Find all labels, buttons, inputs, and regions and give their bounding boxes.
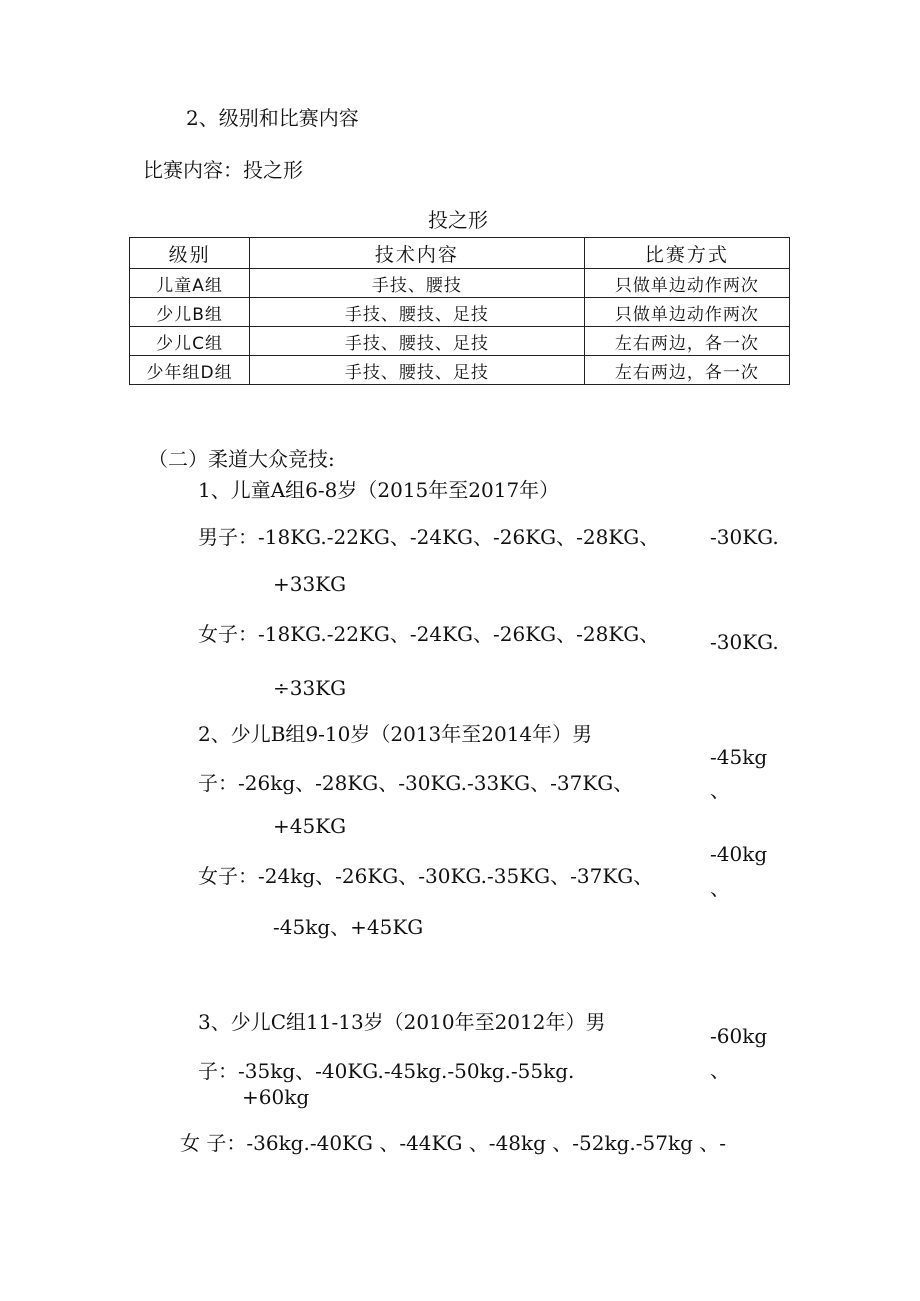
table-row [130, 327, 790, 356]
table-row [130, 269, 790, 298]
contest-content: 比赛内容：投之形 [143, 158, 303, 182]
groupA-male-right: -30KG. [710, 525, 779, 549]
cell-level: 少儿B组 [130, 298, 250, 327]
cell-method: 只做单边动作两次 [584, 298, 789, 327]
groupC-title: 3、少儿C组11-13岁（2010年至2012年）男 [198, 1010, 606, 1034]
groupC-male-line: 子：-35kg、-40KG.-45kg.-50kg.-55kg. [198, 1059, 575, 1083]
groupA-female-line: 女子：-18KG.-22KG、-24KG、-26KG、-28KG、 [198, 622, 660, 646]
groupB-male-cont: +45KG [273, 814, 347, 838]
groupA-female-cont: ÷33KG [273, 676, 347, 700]
groupC-male-right-mark: 、 [710, 1058, 730, 1082]
cell-level: 儿童A组 [130, 269, 250, 298]
contest-table [129, 237, 790, 385]
groupA-male-line: 男子：-18KG.-22KG、-24KG、-26KG、-28KG、 [198, 525, 660, 549]
cell-method: 左右两边，各一次 [584, 327, 789, 356]
groupA-female-right: -30KG. [710, 630, 779, 654]
header-technique: 技术内容 [250, 238, 585, 269]
cell-technique: 手技、腰技 [250, 269, 585, 298]
cell-method: 左右两边，各一次 [584, 356, 789, 385]
groupB-female-line: 女子：-24kg、-26KG、-30KG.-35KG、-37KG、 [198, 864, 654, 888]
table-row [130, 298, 790, 327]
cell-method: 只做单边动作两次 [584, 269, 789, 298]
groupC-male-right: -60kg [710, 1024, 768, 1048]
table-title: 投之形 [428, 208, 488, 232]
header-level: 级别 [130, 238, 250, 269]
groupB-male-right: -45kg [710, 745, 768, 769]
part2-heading: （二）柔道大众竞技: [148, 447, 335, 471]
table-header-row [130, 238, 790, 269]
groupB-male-right-mark: 、 [710, 778, 730, 802]
section-heading: 2、级别和比赛内容 [186, 106, 359, 130]
groupB-title: 2、少儿B组9-10岁（2013年至2014年）男 [198, 722, 593, 746]
cell-level: 少年组D组 [130, 356, 250, 385]
header-method: 比赛方式 [584, 238, 789, 269]
groupC-male-cont: +60kg [242, 1085, 310, 1109]
table-row [130, 356, 790, 385]
groupB-female-right: -40kg [710, 842, 768, 866]
cell-technique: 手技、腰技、足技 [250, 298, 585, 327]
cell-technique: 手技、腰技、足技 [250, 356, 585, 385]
groupA-title: 1、儿童A组6-8岁（2015年至2017年） [198, 478, 560, 502]
cell-level: 少儿C组 [130, 327, 250, 356]
groupB-female-cont: -45kg、+45KG [273, 915, 424, 939]
cell-technique: 手技、腰技、足技 [250, 327, 585, 356]
groupB-male-line: 子：-26kg、-28KG、-30KG.-33KG、-37KG、 [198, 771, 634, 795]
groupC-female-line: 女 子：-36kg.-40KG 、-44KG 、-48kg 、-52kg.-57kg 、- [180, 1131, 727, 1155]
groupA-male-cont: +33KG [273, 572, 347, 596]
groupB-female-right-mark: 、 [710, 876, 730, 900]
